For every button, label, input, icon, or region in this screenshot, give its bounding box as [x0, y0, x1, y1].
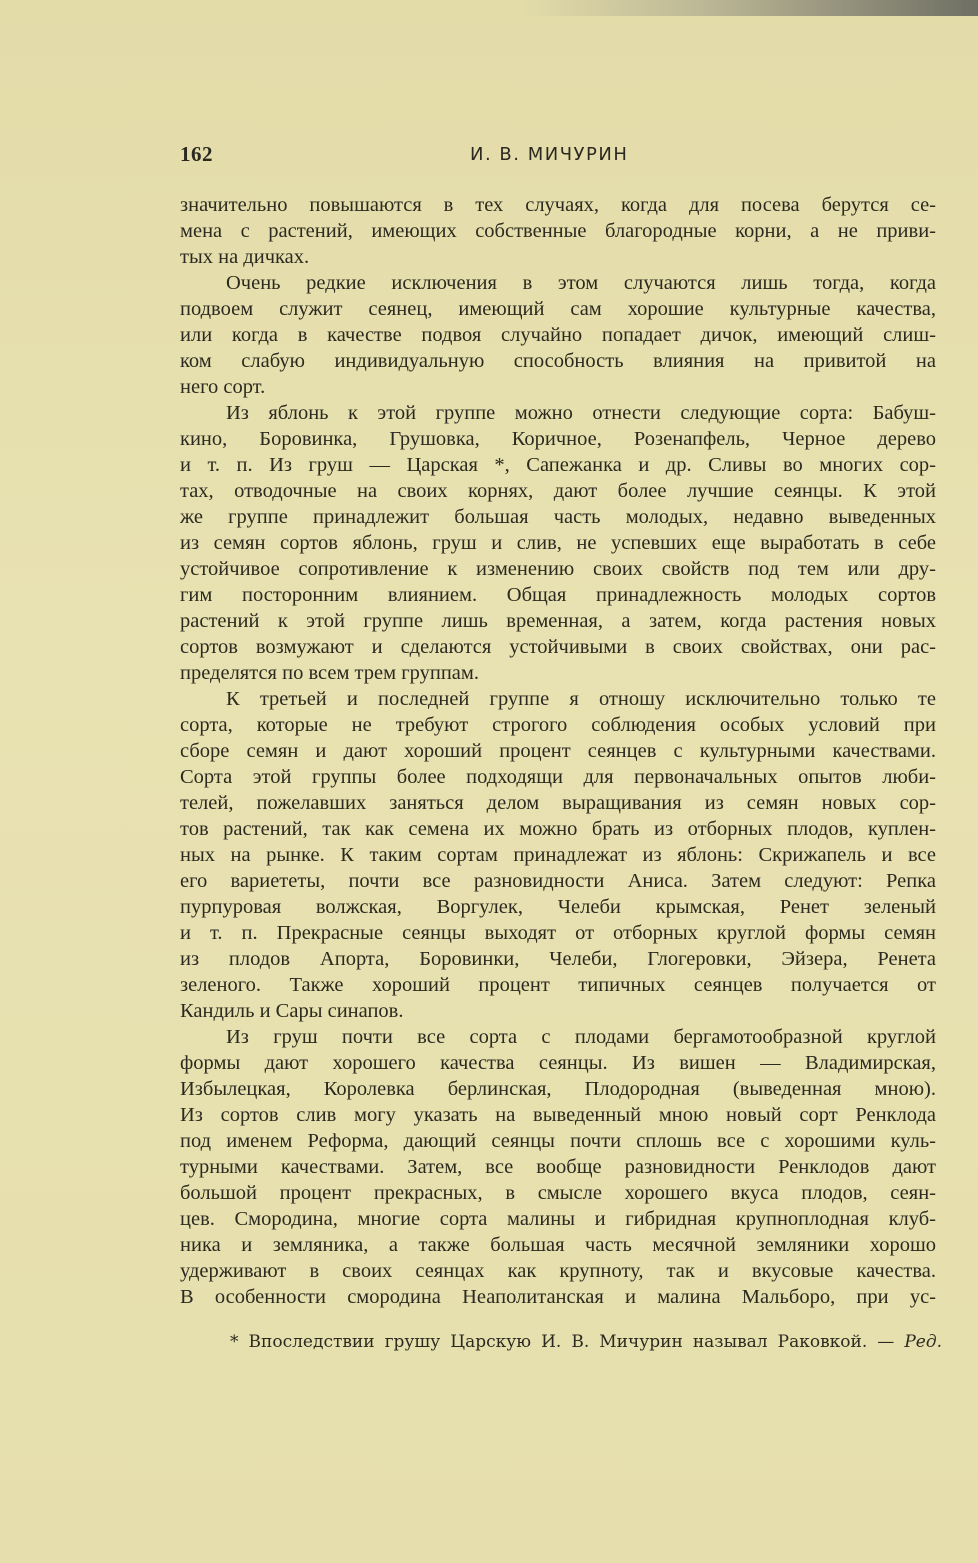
text-line: турными качествами. Затем, все вообще разновидности Ренклодов дают: [180, 1156, 936, 1178]
text-line: мена с растений, имеющих собственные благородные корни, а не приви-: [180, 220, 936, 242]
text-line: В особенности смородина Неаполитанская и малина Мальборо, при ус-: [180, 1286, 936, 1308]
text-line: Кандиль и Сары синапов.: [180, 1000, 404, 1022]
footnote: [230, 1330, 942, 1354]
text-line: и т. п. Прекрасные сеянцы выходят от отборных круглой формы семян: [180, 922, 936, 944]
footnote-text: * Впоследствии грушу Царскую И. В. Мичурин называл Раковкой. —: [230, 1332, 895, 1352]
text-line: Из сортов слив могу указать на выведенный мною новый сорт Ренклода: [180, 1104, 936, 1126]
text-line: цев. Смородина, многие сорта малины и гибридная крупноплодная клуб-: [180, 1208, 936, 1230]
footnote-editor-mark: Ред.: [904, 1332, 943, 1352]
text-line: тах, отводочные на своих корнях, дают более лучшие сеянцы. К этой: [180, 480, 936, 502]
text-line: под именем Реформа, дающий сеянцы почти сплошь все с хорошими куль-: [180, 1130, 936, 1152]
text-line: Сорта этой группы более подходящи для первоначальных опытов люби-: [180, 766, 936, 788]
page-number: 162: [180, 142, 213, 166]
text-line: К третьей и последней группе я отношу исключительно только те: [226, 688, 936, 710]
running-title: И. В. МИЧУРИН: [470, 144, 629, 165]
text-line: ком слабую индивидуальную способность влияния на привитой на: [180, 350, 936, 372]
text-line: гим посторонним влиянием. Общая принадлежность молодых сортов: [180, 584, 936, 606]
text-line: зеленого. Также хороший процент типичных сеянцев получается от: [180, 974, 936, 996]
text-line: формы дают хорошего качества сеянцы. Из вишен — Владимирская,: [180, 1052, 936, 1074]
text-line: ных на рынке. К таким сортам принадлежат из яблонь: Скрижапель и все: [180, 844, 936, 866]
text-line: него сорт.: [180, 376, 266, 398]
text-line: устойчивое сопротивление к изменению своих свойств под тем или дру-: [180, 558, 936, 580]
text-line: же группе принадлежит большая часть молодых, недавно выведенных: [180, 506, 936, 528]
text-line: сборе семян и дают хороший процент сеянцев с культурными качествами.: [180, 740, 936, 762]
text-line: сорта, которые не требуют строгого соблюдения особых условий при: [180, 714, 936, 736]
page-header: [180, 142, 936, 170]
text-line: значительно повышаются в тех случаях, когда для посева берутся се-: [180, 194, 936, 216]
text-line: растений к этой группе лишь временная, а затем, когда растения новых: [180, 610, 936, 632]
text-line: из семян сортов яблонь, груш и слив, не успевших еще выработать в себе: [180, 532, 936, 554]
text-line: его вариететы, почти все разновидности Аниса. Затем следуют: Репка: [180, 870, 936, 892]
text-line: Очень редкие исключения в этом случаются лишь тогда, когда: [226, 272, 936, 294]
text-line: или когда в качестве подвоя случайно попадает дичок, имеющий слиш-: [180, 324, 936, 346]
page-edge-shadow: [520, 0, 978, 16]
body-text: [180, 192, 936, 1310]
text-line: и т. п. Из груш — Царская *, Сапежанка и др. Сливы во многих сор-: [180, 454, 936, 476]
text-line: Из груш почти все сорта с плодами бергамотообразной круглой: [226, 1026, 936, 1048]
text-line: тов растений, так как семена их можно брать из отборных плодов, куплен-: [180, 818, 936, 840]
text-line: ника и земляника, а также большая часть месячной земляники хорошо: [180, 1234, 936, 1256]
text-line: подвоем служит сеянец, имеющий сам хорошие культурные качества,: [180, 298, 936, 320]
text-line: удерживают в своих сеянцах как крупноту, так и вкусовые качества.: [180, 1260, 936, 1282]
text-line: большой процент прекрасных, в смысле хорошего вкуса плодов, сеян-: [180, 1182, 936, 1204]
text-line: сортов возмужают и сделаются устойчивыми в своих свойствах, они рас-: [180, 636, 936, 658]
text-line: Из яблонь к этой группе можно отнести следующие сорта: Бабуш-: [226, 402, 936, 424]
text-line: из плодов Апорта, Боровинки, Челеби, Глогеровки, Эйзера, Ренета: [180, 948, 936, 970]
text-line: кино, Боровинка, Грушовка, Коричное, Розенапфель, Черное дерево: [180, 428, 936, 450]
text-line: Избылецкая, Королевка берлинская, Плодородная (выведенная мною).: [180, 1078, 936, 1100]
text-line: пределятся по всем трем группам.: [180, 662, 479, 684]
text-line: пурпуровая волжская, Воргулек, Челеби крымская, Ренет зеленый: [180, 896, 936, 918]
text-line: тых на дичках.: [180, 246, 310, 268]
text-line: телей, пожелавших заняться делом выращивания из семян новых сор-: [180, 792, 936, 814]
